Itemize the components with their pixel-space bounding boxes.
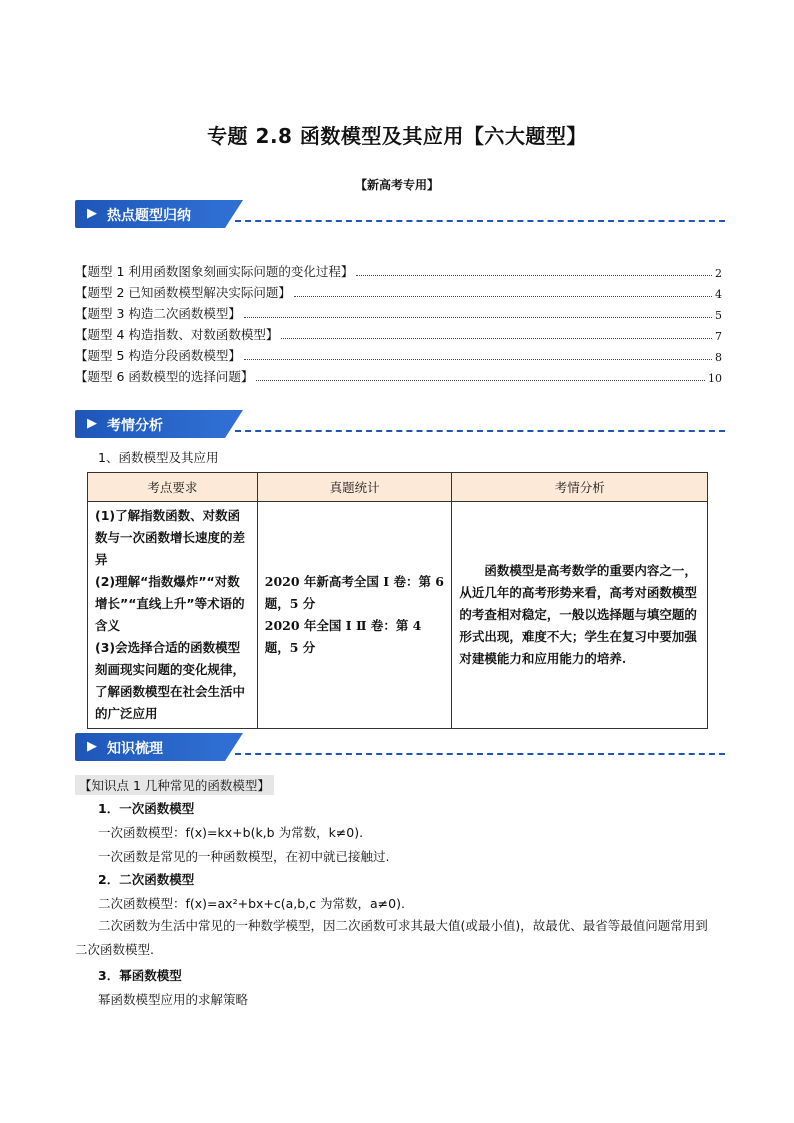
toc-leader [294, 296, 712, 297]
column-header: 考情分析 [452, 473, 708, 502]
toc-page: 5 [715, 309, 722, 322]
toc-page: 4 [715, 288, 722, 301]
toc-label: 【题型 1 利用函数图象刻画实际问题的变化过程】 [75, 264, 354, 279]
stat-item: 2020 年新高考全国 I 卷：第 6 题，5 分 [264, 574, 444, 611]
requirements-cell [88, 502, 258, 729]
toc-page: 7 [715, 330, 722, 343]
toc-item[interactable] [75, 259, 722, 280]
table-row [88, 502, 708, 729]
paragraph: 二次函数为生活中常见的一种数学模型，因二次函数可求其最大值(或最小值)，故最优、最省等最值问题常用到二次函数模型. [75, 918, 708, 957]
toc-leader [281, 338, 712, 339]
toc-item[interactable] [75, 364, 722, 385]
hot-topics-banner [75, 200, 725, 230]
requirement-item: (1)了解指数函数、对数函数与一次函数增长速度的差异 [95, 508, 246, 567]
stats-cell [257, 502, 452, 729]
column-header: 考点要求 [88, 473, 258, 502]
play-arrow-icon: ▶ [87, 206, 97, 221]
play-arrow-icon: ▶ [87, 739, 97, 754]
banner-tab [75, 733, 225, 761]
banner-label: 热点题型归纳 [107, 208, 191, 224]
toc-label: 【题型 4 构造指数、对数函数模型】 [75, 327, 279, 342]
toc-label: 【题型 5 构造分段函数模型】 [75, 348, 241, 363]
toc-page: 8 [715, 351, 722, 364]
stat-item: 2020 年全国 I Ⅱ 卷：第 4 题，5 分 [264, 618, 422, 655]
toc-item[interactable] [75, 301, 722, 322]
subsection-heading: 1．一次函数模型 [98, 801, 195, 816]
toc-item[interactable] [75, 280, 722, 301]
dashed-divider [235, 220, 725, 222]
banner-label: 考情分析 [107, 418, 163, 434]
dashed-divider [235, 430, 725, 432]
requirement-item: (2)理解“指数爆炸”“对数增长”“直线上升”等术语的含义 [95, 574, 245, 633]
exam-analysis-table [87, 472, 708, 729]
column-header: 真题统计 [257, 473, 452, 502]
toc-label: 【题型 3 构造二次函数模型】 [75, 306, 241, 321]
toc-item[interactable] [75, 322, 722, 343]
toc-item[interactable] [75, 343, 722, 364]
page-subtitle: 【新高考专用】 [354, 178, 439, 192]
dashed-divider [235, 753, 725, 755]
paragraph: 幂函数模型应用的求解策略 [98, 992, 249, 1007]
toc-leader [244, 359, 712, 360]
toc-leader [256, 380, 705, 381]
exam-analysis-banner [75, 410, 725, 440]
paragraph: 二次函数模型：f(x)=ax²+bx+c(a,b,c 为常数，a≠0). [98, 896, 405, 911]
paragraph: 一次函数是常见的一种函数模型，在初中就已接触过. [98, 849, 390, 864]
toc-page: 2 [715, 267, 722, 280]
table-of-contents [75, 259, 722, 385]
banner-tab [75, 200, 225, 228]
subsection-heading: 2．二次函数模型 [98, 872, 195, 887]
table-header-row [88, 473, 708, 502]
toc-leader [244, 317, 712, 318]
knowledge-point-heading: 【知识点 1 几种常见的函数模型】 [75, 775, 274, 795]
banner-label: 知识梳理 [107, 741, 163, 757]
page-title: 专题 2.8 函数模型及其应用【六大题型】 [207, 124, 587, 148]
toc-label: 【题型 2 已知函数模型解决实际问题】 [75, 285, 291, 300]
knowledge-banner [75, 733, 725, 763]
paragraph: 一次函数模型：f(x)=kx+b(k,b 为常数，k≠0). [98, 825, 364, 840]
play-arrow-icon: ▶ [87, 416, 97, 431]
analysis-cell [452, 502, 708, 729]
toc-label: 【题型 6 函数模型的选择问题】 [75, 369, 254, 384]
requirement-item: (3)会选择合适的函数模型刻画现实问题的变化规律，了解函数模型在社会生活中的广泛应用 [95, 640, 246, 721]
banner-tab [75, 410, 225, 438]
section-heading: 1、函数模型及其应用 [98, 450, 219, 465]
analysis-text: 函数模型是高考数学的重要内容之一，从近几年的高考形势来看，高考对函数模型的考查相对稳定，一般以选择题与填空题的形式出现，难度不大；学生在复习中要加强对建模能力和应用能力的培养. [459, 563, 697, 666]
toc-page: 10 [708, 372, 722, 385]
subsection-heading: 3．幂函数模型 [98, 968, 182, 983]
toc-leader [356, 275, 712, 276]
